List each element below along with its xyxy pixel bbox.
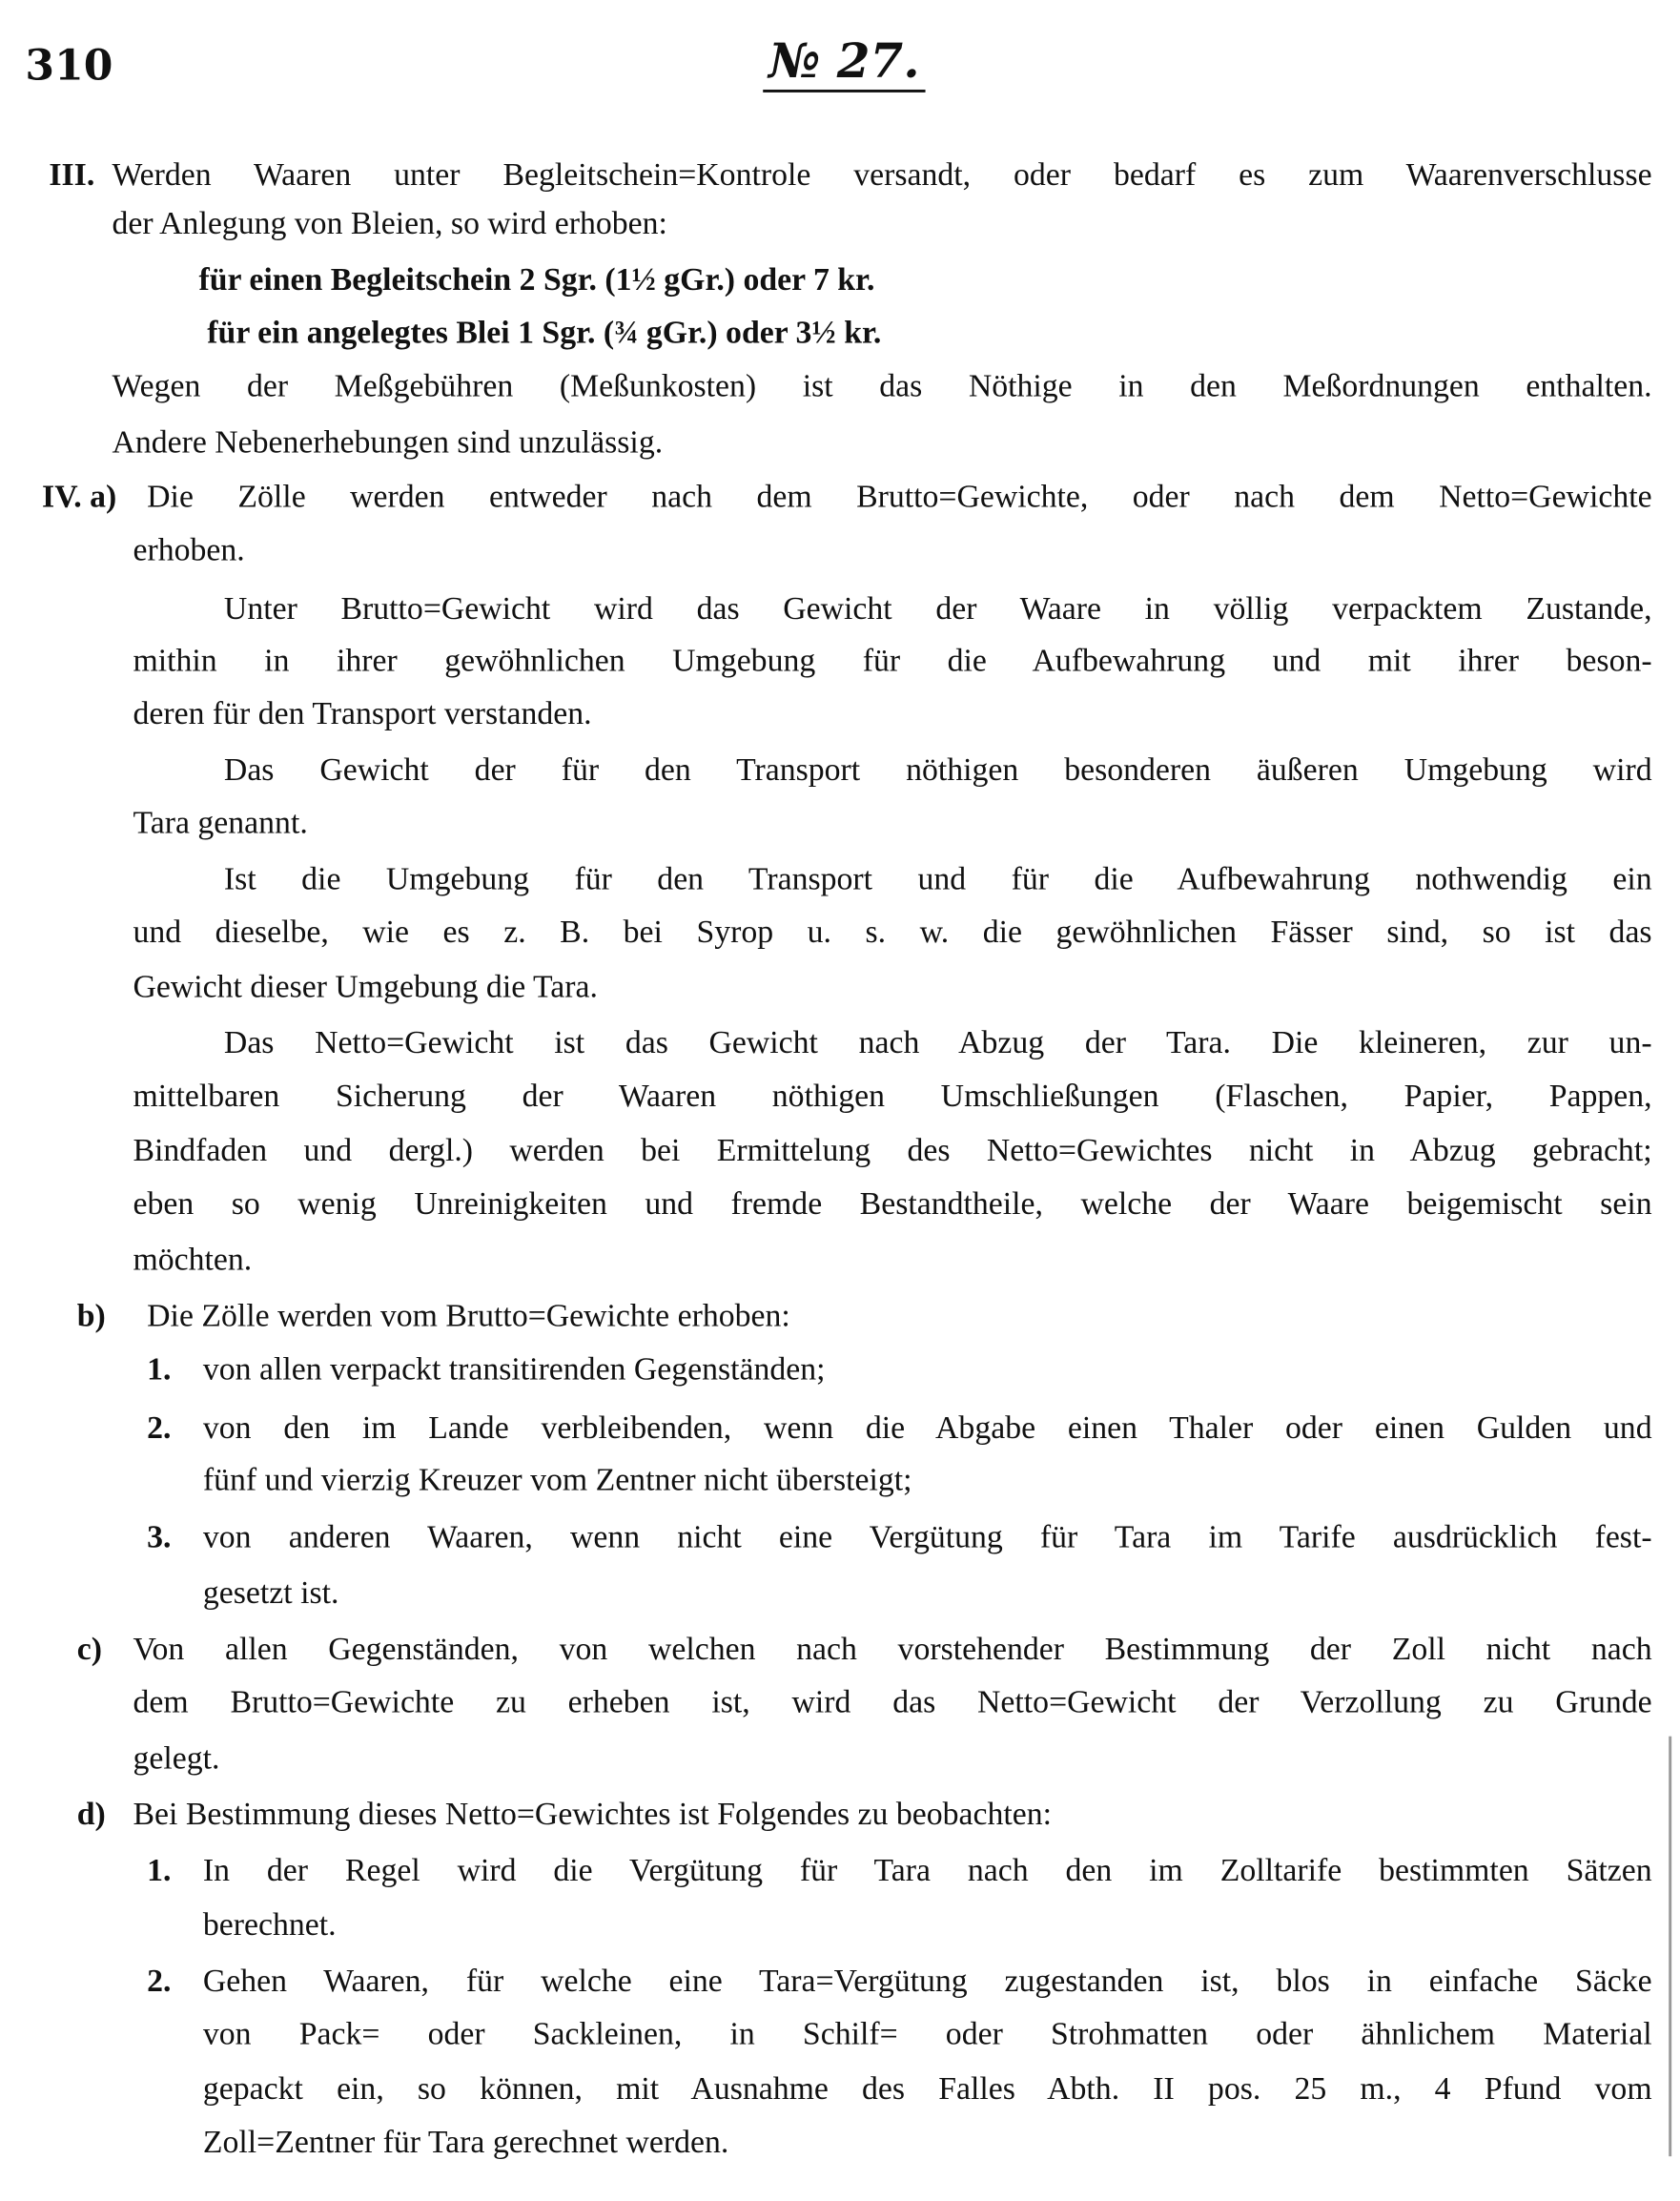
text-line: Bei Bestimmung dieses Netto=Gewichtes ist Folgendes zu beobachten: <box>133 1796 1053 1832</box>
text-line: Werden Waaren unter Begleitschein=Kontrole versandt, oder bedarf es zum Waarenverschlusse <box>112 156 1652 193</box>
text-line: mithin in ihrer gewöhnlichen Umgebung für die Aufbewahrung und mit ihrer beson- <box>133 642 1652 678</box>
item-number: 1. <box>147 1852 172 1888</box>
subsection-label: c) <box>76 1631 103 1667</box>
text-line: dem Brutto=Gewichte zu erheben ist, wird das Netto=Gewicht der Verzollung zu Grunde <box>133 1684 1652 1720</box>
item-number: 1. <box>147 1350 172 1387</box>
text-line: eben so wenig Unreinigkeiten und fremde Bestandtheile, welche der Waare beigemischt sein <box>133 1185 1652 1222</box>
text-line: Die Zölle werden vom Brutto=Gewichte erhoben: <box>147 1298 790 1333</box>
text-line: gesetzt ist. <box>202 1574 339 1611</box>
subsection-label: b) <box>76 1298 106 1333</box>
text-line: Bindfaden und dergl.) werden bei Ermittelung des Netto=Gewichtes nicht in Abzug gebracht; <box>133 1132 1652 1168</box>
text-line: fünf und vierzig Kreuzer vom Zentner nicht übersteigt; <box>202 1461 912 1497</box>
page-edge-line <box>1669 1737 1671 2156</box>
text-line: erhoben. <box>133 531 245 567</box>
text-line: Das Gewicht der für den Transport nöthigen besonderen äußeren Umgebung wird <box>223 751 1652 788</box>
text-line: deren für den Transport verstanden. <box>133 695 592 731</box>
text-line: gelegt. <box>133 1740 220 1776</box>
text-line: Gehen Waaren, für welche eine Tara=Vergütung zugestanden ist, blos in einfache Säcke <box>202 1963 1652 1999</box>
text-line: In der Regel wird die Vergütung für Tara nach den im Zolltarife bestimmten Sätzen <box>202 1852 1652 1888</box>
text-line: Gewicht dieser Umgebung die Tara. <box>133 969 598 1004</box>
text-line: Andere Nebenerhebungen sind unzulässig. <box>112 423 664 460</box>
text-line: Unter Brutto=Gewicht wird das Gewicht der Waare in völlig verpacktem Zustande, <box>223 590 1652 627</box>
page-number: 310 <box>25 42 113 92</box>
text-line: berechnet. <box>202 1906 337 1943</box>
item-number: 3. <box>147 1519 172 1554</box>
section-label: IV. a) <box>42 479 117 514</box>
item-number: 2. <box>147 1963 172 1999</box>
page-title: № 27. <box>763 33 925 93</box>
text-line: Wegen der Meßgebühren (Meßunkosten) ist das Nöthige in den Meßordnungen enthalten. <box>112 368 1652 403</box>
text-line: von Pack= oder Sackleinen, in Schilf= oder Strohmatten oder ähnlichem Material <box>202 2016 1652 2052</box>
section-label: III. <box>49 156 95 193</box>
text-line: Das Netto=Gewicht ist das Gewicht nach Abzug der Tara. Die kleineren, zur un- <box>223 1024 1652 1060</box>
text-line: Die Zölle werden entweder nach dem Brutto=Gewichte, oder nach dem Netto=Gewichte <box>147 479 1652 514</box>
text-line: und dieselbe, wie es z. B. bei Syrop u. s. w. die gewöhnlichen Fässer sind, so ist das <box>133 914 1652 950</box>
text-line: Zoll=Zentner für Tara gerechnet werden. <box>202 2124 729 2160</box>
text-line: für einen Begleitschein 2 Sgr. (1½ gGr.) oder 7 kr. <box>198 261 875 298</box>
text-line: von anderen Waaren, wenn nicht eine Vergütung für Tara im Tarife ausdrücklich fest- <box>202 1519 1652 1554</box>
text-line: von allen verpackt transitirenden Gegenständen; <box>202 1350 826 1387</box>
text-line: von den im Lande verbleibenden, wenn die Abgabe einen Thaler oder einen Gulden und <box>202 1409 1652 1446</box>
text-line: mittelbaren Sicherung der Waaren nöthigen Umschließungen (Flaschen, Papier, Pappen, <box>133 1078 1652 1114</box>
text-line: Von allen Gegenständen, von welchen nach vorstehender Bestimmung der Zoll nicht nach <box>133 1631 1652 1667</box>
text-line: Tara genannt. <box>133 805 308 840</box>
text-line: für ein angelegtes Blei 1 Sgr. (¾ gGr.) oder 3½ kr. <box>207 315 882 351</box>
subsection-label: d) <box>76 1796 106 1832</box>
text-line: der Anlegung von Bleien, so wird erhoben: <box>112 205 667 241</box>
text-line: Ist die Umgebung für den Transport und für die Aufbewahrung nothwendig ein <box>223 861 1652 896</box>
text-line: möchten. <box>133 1242 253 1278</box>
item-number: 2. <box>147 1409 172 1446</box>
text-line: gepackt ein, so können, mit Ausnahme des Falles Abth. II pos. 25 m., 4 Pfund vom <box>202 2070 1652 2107</box>
